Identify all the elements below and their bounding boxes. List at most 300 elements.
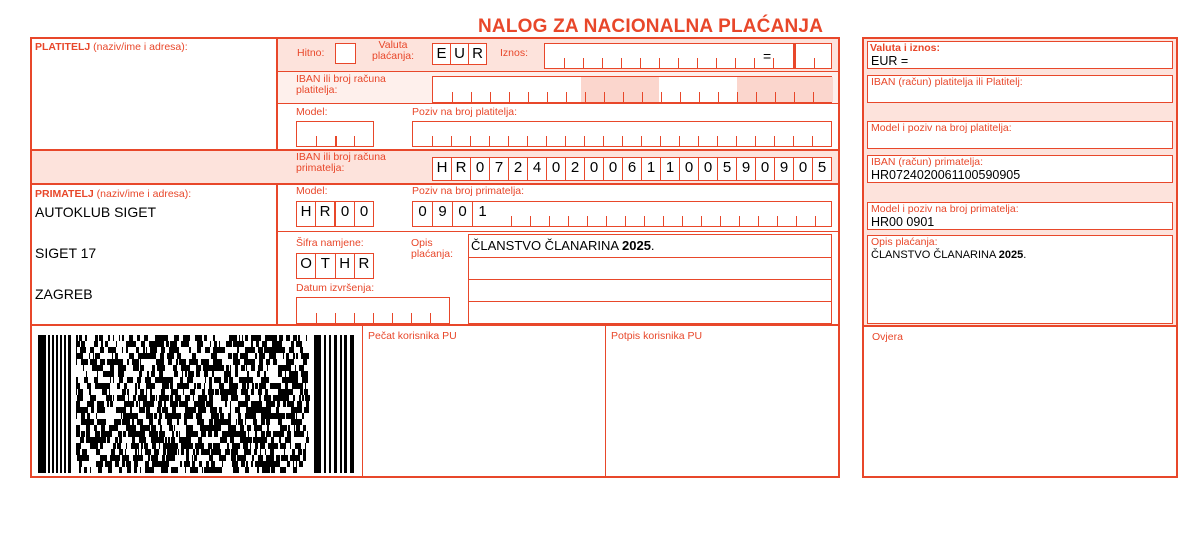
barcode-module <box>281 413 285 419</box>
barcode-module <box>76 449 77 455</box>
tick-mark <box>642 92 643 102</box>
barcode-module <box>141 395 144 401</box>
barcode-module <box>207 347 210 353</box>
barcode-module <box>88 383 90 389</box>
barcode-module <box>151 395 155 401</box>
barcode-module <box>138 431 141 437</box>
barcode-module <box>241 461 245 467</box>
barcode-module <box>291 341 293 347</box>
barcode-module <box>224 377 226 383</box>
tick-mark <box>812 136 813 146</box>
barcode-module <box>195 335 198 341</box>
barcode-module <box>129 425 133 431</box>
barcode-module <box>247 449 251 455</box>
barcode-module <box>186 449 188 455</box>
barcode-module <box>148 401 152 407</box>
barcode-module <box>213 413 216 419</box>
barcode-module <box>118 371 120 377</box>
barcode-module <box>147 353 149 359</box>
barcode-module <box>122 455 126 461</box>
barcode-module <box>273 353 276 359</box>
barcode-module <box>149 353 152 359</box>
barcode-module <box>214 419 215 425</box>
barcode-module <box>282 389 283 395</box>
barcode-module <box>190 443 192 449</box>
barcode-module <box>110 347 111 353</box>
barcode-module <box>239 335 240 341</box>
barcode-module <box>211 425 214 431</box>
barcode-module <box>204 335 207 341</box>
barcode-module <box>86 425 87 431</box>
barcode-module <box>283 431 284 437</box>
barcode-module <box>268 443 270 449</box>
tick-mark <box>489 136 490 146</box>
barcode-module <box>191 371 194 377</box>
barcode-module <box>97 371 98 377</box>
barcode-module <box>205 377 206 383</box>
payee-iban-char: 0 <box>603 158 622 180</box>
barcode-module <box>261 431 265 437</box>
barcode-module <box>209 455 211 461</box>
barcode-module <box>122 461 125 467</box>
barcode-module <box>160 371 163 377</box>
barcode-module <box>97 365 100 371</box>
tick-mark <box>549 216 550 226</box>
barcode-module <box>92 437 95 443</box>
barcode-module <box>64 335 66 473</box>
barcode-module <box>238 419 242 425</box>
barcode-module <box>107 359 109 365</box>
barcode-module <box>238 413 241 419</box>
barcode-module <box>159 359 162 365</box>
barcode-module <box>185 461 186 467</box>
receipt-payer-model-ref[interactable]: Model i poziv na broj platitelja: <box>867 121 1173 149</box>
barcode-module <box>159 401 162 407</box>
barcode-module <box>140 467 141 473</box>
barcode-module <box>164 467 167 473</box>
barcode-module <box>84 467 87 473</box>
barcode-module <box>244 359 246 365</box>
barcode-module <box>281 395 284 401</box>
barcode-module <box>240 353 244 359</box>
barcode-module <box>270 461 274 467</box>
barcode-module <box>297 401 298 407</box>
barcode-module <box>217 347 221 353</box>
execution-date-label: Datum izvršenja: <box>296 282 375 294</box>
tick-mark <box>527 136 528 146</box>
barcode-module <box>113 335 114 341</box>
barcode-module <box>234 395 237 401</box>
barcode-module <box>202 467 203 473</box>
barcode-module <box>237 443 240 449</box>
barcode-module <box>170 353 174 359</box>
barcode-module <box>258 347 262 353</box>
barcode-module <box>242 401 244 407</box>
barcode-module <box>231 395 233 401</box>
payer-model-field[interactable] <box>296 121 374 147</box>
barcode-module <box>90 359 91 365</box>
barcode-module <box>117 383 120 389</box>
barcode-module <box>226 419 227 425</box>
payee-iban-char: 0 <box>793 158 812 180</box>
barcode-module <box>264 461 266 467</box>
barcode-module <box>130 413 133 419</box>
barcode-module <box>135 383 137 389</box>
barcode-module <box>185 443 186 449</box>
barcode-module <box>240 425 244 431</box>
barcode-module <box>219 455 222 461</box>
barcode-module <box>290 359 292 365</box>
barcode-module <box>268 425 269 431</box>
payer-reference-field[interactable] <box>412 121 832 147</box>
barcode-module <box>175 395 178 401</box>
barcode-module <box>280 467 283 473</box>
barcode-module <box>241 365 243 371</box>
barcode-module <box>145 467 146 473</box>
barcode-module <box>140 419 143 425</box>
barcode-module <box>84 359 88 365</box>
barcode-module <box>245 335 248 341</box>
barcode-module <box>261 383 263 389</box>
tick-mark <box>490 92 491 102</box>
barcode-module <box>182 371 183 377</box>
barcode-module <box>150 419 153 425</box>
receipt-payee-iban[interactable]: IBAN (račun) primatelja: HR0724020061100590905 <box>867 155 1173 183</box>
barcode-module <box>177 353 181 359</box>
barcode-module <box>108 335 110 341</box>
payee-iban-char: 7 <box>489 158 508 180</box>
barcode-module <box>189 377 193 383</box>
barcode-module <box>93 353 94 359</box>
barcode-module <box>284 443 286 449</box>
barcode-module <box>292 407 295 413</box>
barcode-module <box>192 455 193 461</box>
barcode-module <box>276 455 277 461</box>
barcode-module <box>232 455 236 461</box>
barcode-module <box>219 407 222 413</box>
barcode-module <box>213 407 214 413</box>
barcode-module <box>273 347 276 353</box>
barcode-module <box>111 359 114 365</box>
barcode-module <box>241 341 244 347</box>
barcode-module <box>229 335 230 341</box>
barcode-module <box>116 455 120 461</box>
barcode-module <box>133 413 134 419</box>
barcode-module <box>252 383 254 389</box>
barcode-module <box>242 431 243 437</box>
description-field[interactable] <box>468 234 832 324</box>
barcode-module <box>304 359 307 365</box>
barcode-module <box>192 389 195 395</box>
barcode-module <box>226 377 228 383</box>
barcode-module <box>301 431 304 437</box>
payee-iban-char: 1 <box>641 158 660 180</box>
tick-mark <box>739 216 740 226</box>
barcode-module <box>121 365 124 371</box>
barcode-module <box>76 347 77 353</box>
barcode-module <box>188 425 192 431</box>
receipt-payer-iban[interactable]: IBAN (račun) platitelja ili Platitelj: <box>867 75 1173 103</box>
barcode-module <box>218 425 221 431</box>
barcode-module <box>288 425 290 431</box>
barcode-module <box>266 359 270 365</box>
tick-mark <box>373 313 374 323</box>
barcode-module <box>272 401 275 407</box>
barcode-module <box>260 437 263 443</box>
barcode-module <box>210 407 213 413</box>
barcode-module <box>76 341 80 347</box>
tick-mark <box>622 136 623 146</box>
barcode-module <box>235 389 237 395</box>
barcode-module <box>265 467 266 473</box>
barcode-module <box>296 353 298 359</box>
barcode-module <box>129 377 133 383</box>
barcode-module <box>234 383 238 389</box>
currency-char: R <box>468 44 486 64</box>
barcode-module <box>292 449 295 455</box>
payee-name: AUTOKLUB SIGET <box>35 204 157 220</box>
barcode-module <box>270 449 274 455</box>
tick-mark <box>511 216 512 226</box>
barcode-module <box>165 413 169 419</box>
barcode-module <box>86 431 88 437</box>
barcode-module <box>169 377 173 383</box>
barcode-module <box>91 419 94 425</box>
barcode-module <box>186 455 189 461</box>
barcode-module <box>269 413 272 419</box>
barcode-module <box>284 395 286 401</box>
barcode-module <box>220 437 222 443</box>
barcode-module <box>154 347 157 353</box>
barcode-module <box>238 431 242 437</box>
barcode-module <box>84 455 88 461</box>
barcode-module <box>302 377 303 383</box>
barcode-module <box>244 401 248 407</box>
barcode-module <box>233 341 237 347</box>
barcode-module <box>251 365 255 371</box>
payee-iban-field[interactable] <box>432 157 832 181</box>
currency-field[interactable] <box>432 43 487 65</box>
barcode-module <box>256 437 260 443</box>
barcode-module <box>302 395 303 401</box>
barcode-module <box>236 461 238 467</box>
barcode-module <box>139 437 140 443</box>
tick-mark <box>603 136 604 146</box>
barcode-module <box>285 377 287 383</box>
receipt-payee-model-ref[interactable]: Model i poziv na broj primatelja: HR00 0901 <box>867 202 1173 230</box>
payee-reference-field[interactable] <box>412 201 832 227</box>
barcode-module <box>187 365 188 371</box>
barcode-module <box>189 347 191 353</box>
barcode-module <box>94 377 96 383</box>
barcode-module <box>282 377 285 383</box>
barcode-module <box>143 401 145 407</box>
tick-mark <box>701 216 702 226</box>
description-text: ČLANSTVO ČLANARINA 2025. <box>471 238 655 253</box>
execution-date-field[interactable] <box>296 297 450 324</box>
barcode-module <box>173 365 177 371</box>
amount-cents-field[interactable] <box>794 43 832 69</box>
barcode-module <box>152 347 153 353</box>
barcode-module <box>300 347 303 353</box>
barcode-module <box>172 413 174 419</box>
barcode-module <box>170 395 172 401</box>
barcode-module <box>206 467 207 473</box>
barcode-module <box>283 389 287 395</box>
barcode-module <box>126 413 130 419</box>
barcode-module <box>126 461 130 467</box>
barcode-module <box>140 455 142 461</box>
barcode-module <box>157 365 159 371</box>
barcode-module <box>305 395 307 401</box>
barcode-module <box>150 395 151 401</box>
barcode-module <box>305 353 309 359</box>
barcode-module <box>180 377 183 383</box>
barcode-module <box>146 335 148 341</box>
barcode-module <box>252 413 256 419</box>
payee-iban-char: 2 <box>508 158 527 180</box>
barcode-module <box>204 467 206 473</box>
barcode-module <box>111 449 115 455</box>
barcode-module <box>255 461 256 467</box>
barcode-module <box>306 335 307 341</box>
barcode-module <box>186 335 189 341</box>
barcode-module <box>103 383 106 389</box>
barcode-module <box>176 401 178 407</box>
barcode-module <box>100 407 101 413</box>
barcode-module <box>167 353 170 359</box>
barcode-module <box>220 413 221 419</box>
barcode-module <box>90 389 91 395</box>
barcode-module <box>285 437 289 443</box>
payee-model-field[interactable] <box>296 201 374 227</box>
barcode-module <box>209 419 210 425</box>
barcode-module <box>285 383 288 389</box>
barcode-module <box>224 371 228 377</box>
barcode-module <box>89 419 91 425</box>
barcode-module <box>206 461 209 467</box>
barcode-module <box>238 401 241 407</box>
barcode-module <box>255 353 257 359</box>
barcode-module <box>261 377 263 383</box>
barcode-module <box>168 359 172 365</box>
barcode-module <box>99 437 103 443</box>
barcode-module <box>222 437 223 443</box>
tick-mark <box>660 136 661 146</box>
tick-mark <box>813 92 814 102</box>
barcode-module <box>81 455 83 461</box>
barcode-module <box>245 437 248 443</box>
barcode-module <box>101 425 105 431</box>
payee-iban-char: 0 <box>755 158 774 180</box>
payer-iban-label: IBAN ili broj računa platitelja: <box>296 73 386 96</box>
barcode-module <box>167 443 171 449</box>
barcode-module <box>202 359 205 365</box>
barcode-module <box>60 335 62 473</box>
barcode-module <box>213 443 217 449</box>
receipt-currency-amount[interactable]: Valuta i iznos: EUR = <box>867 41 1173 69</box>
tick-mark <box>584 136 585 146</box>
barcode-module <box>300 389 302 395</box>
tick-mark <box>754 58 755 68</box>
barcode-module <box>231 431 234 437</box>
barcode-module <box>294 383 295 389</box>
barcode-module <box>287 389 291 395</box>
barcode-module <box>174 413 177 419</box>
barcode-module <box>83 455 84 461</box>
barcode-module <box>210 341 211 347</box>
barcode-module <box>126 419 129 425</box>
barcode-module <box>102 431 105 437</box>
barcode-module <box>270 383 273 389</box>
barcode-module <box>125 449 126 455</box>
payee-reference-label: Poziv na broj primatelja: <box>412 185 525 197</box>
barcode-module <box>211 353 213 359</box>
barcode-module <box>171 437 175 443</box>
barcode-module <box>192 461 195 467</box>
tick-mark <box>678 58 679 68</box>
barcode-module <box>38 335 46 473</box>
barcode-module <box>211 455 213 461</box>
barcode-module <box>189 335 190 341</box>
barcode-module <box>180 461 182 467</box>
barcode-module <box>268 347 271 353</box>
barcode-module <box>245 419 246 425</box>
barcode-module <box>99 461 100 467</box>
barcode-module <box>217 449 221 455</box>
barcode-module <box>216 431 218 437</box>
barcode-module <box>166 383 168 389</box>
barcode-module <box>159 431 163 437</box>
barcode-module <box>170 401 174 407</box>
barcode-module <box>242 335 243 341</box>
barcode-module <box>266 419 270 425</box>
barcode-module <box>216 359 220 365</box>
barcode-module <box>187 413 191 419</box>
barcode-module <box>141 431 144 437</box>
urgent-checkbox[interactable] <box>335 43 356 64</box>
barcode-module <box>90 467 91 473</box>
barcode-module <box>103 371 107 377</box>
barcode-module <box>293 395 295 401</box>
barcode-module <box>148 467 151 473</box>
barcode-module <box>277 383 281 389</box>
payee-iban-char: 6 <box>622 158 641 180</box>
receipt-description[interactable]: Opis plaćanja: ČLANSTVO ČLANARINA 2025. <box>867 235 1173 324</box>
barcode-module <box>192 431 196 437</box>
payer-iban-field[interactable] <box>432 76 832 103</box>
amount-field[interactable] <box>544 43 794 69</box>
barcode-module <box>156 449 158 455</box>
barcode-module <box>235 467 239 473</box>
barcode-module <box>193 449 195 455</box>
barcode-module <box>144 443 148 449</box>
barcode-module <box>259 455 263 461</box>
barcode-module <box>148 455 150 461</box>
barcode-module <box>284 449 285 455</box>
barcode-module <box>276 407 279 413</box>
barcode-module <box>189 437 191 443</box>
barcode-module <box>123 335 124 341</box>
barcode-module <box>119 437 122 443</box>
barcode-module <box>101 467 102 473</box>
barcode-module <box>197 383 201 389</box>
barcode-module <box>273 383 277 389</box>
barcode-module <box>277 461 280 467</box>
barcode-module <box>144 335 146 341</box>
barcode-module <box>290 347 294 353</box>
purpose-code-field[interactable] <box>296 253 374 279</box>
